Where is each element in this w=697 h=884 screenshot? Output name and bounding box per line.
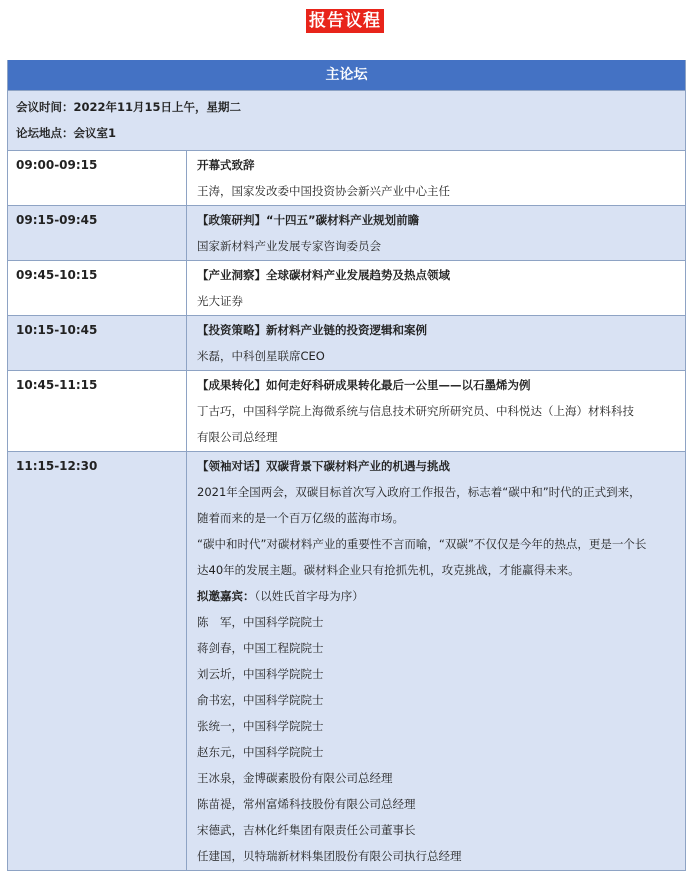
guest-item: 赵东元，中国科学院院士 xyxy=(197,745,324,759)
session-time: 11:15-12:30 xyxy=(8,452,187,870)
guest-item: 俞书宏，中国科学院院士 xyxy=(197,693,324,707)
session-time: 09:15-09:45 xyxy=(8,206,187,260)
session-title: 【成果转化】如何走好科研成果转化最后一公里——以石墨烯为例 xyxy=(197,378,531,392)
guest-item: 宋德武，吉林化纤集团有限责任公司董事长 xyxy=(197,823,416,837)
session-content xyxy=(187,261,685,315)
agenda-row xyxy=(8,151,685,206)
session-description: 随着而来的是一个百万亿级的蓝海市场。 xyxy=(197,511,404,525)
guests-label: 拟邀嘉宾： xyxy=(197,589,255,603)
session-time: 10:15-10:45 xyxy=(8,316,187,370)
session-description: 达40年的发展主题。碳材料企业只有抢抓先机，攻克挑战，才能赢得未来。 xyxy=(197,563,580,577)
page-title: 报告议程 xyxy=(306,9,384,33)
session-description: 2021年全国两会，双碳目标首次写入政府工作报告，标志着“碳中和”时代的正式到来， xyxy=(197,485,641,499)
session-description: “碳中和时代”对碳材料产业的重要性不言而喻，“双碳”不仅仅是今年的热点，更是一个长 xyxy=(197,537,647,551)
agenda-row xyxy=(8,261,685,316)
session-content xyxy=(187,206,685,260)
guest-item: 陈 军，中国科学院院士 xyxy=(197,615,324,629)
session-time: 09:00-09:15 xyxy=(8,151,187,205)
agenda-row xyxy=(8,371,685,452)
session-title: 【投资策略】新材料产业链的投资逻辑和案例 xyxy=(197,323,427,337)
session-title: 【政策研判】“十四五”碳材料产业规划前瞻 xyxy=(197,213,420,227)
agenda-row xyxy=(8,206,685,261)
meeting-venue: 论坛地点：会议室1 xyxy=(16,126,117,140)
session-content xyxy=(187,151,685,205)
agenda-row xyxy=(8,452,685,870)
session-speaker-cont: 有限公司总经理 xyxy=(197,430,278,444)
session-speaker: 王涛，国家发改委中国投资协会新兴产业中心主任 xyxy=(197,184,450,198)
session-time: 10:45-11:15 xyxy=(8,371,187,451)
guest-item: 陈苗禔，常州富烯科技股份有限公司总经理 xyxy=(197,797,416,811)
session-speaker: 光大证券 xyxy=(197,294,243,308)
session-speaker: 丁古巧，中国科学院上海微系统与信息技术研究所研究员、中科悦达（上海）材料科技 xyxy=(197,404,634,418)
title-area xyxy=(0,0,697,60)
session-content xyxy=(187,371,685,451)
session-time: 09:45-10:15 xyxy=(8,261,187,315)
session-speaker: 米磊，中科创星联席CEO xyxy=(197,349,325,363)
agenda-row xyxy=(8,316,685,371)
session-content xyxy=(187,452,685,870)
session-content xyxy=(187,316,685,370)
guest-item: 张统一，中国科学院院士 xyxy=(197,719,324,733)
forum-meta xyxy=(8,91,685,151)
session-title: 开幕式致辞 xyxy=(197,158,255,172)
guests-heading xyxy=(197,583,677,609)
agenda-table xyxy=(7,60,686,871)
guest-item: 刘云圻，中国科学院院士 xyxy=(197,667,324,681)
forum-header: 主论坛 xyxy=(8,60,685,91)
guests-note: （以姓氏首字母为序） xyxy=(254,589,364,603)
guest-item: 任建国，贝特瑞新材料集团股份有限公司执行总经理 xyxy=(197,849,462,863)
session-title: 【产业洞察】全球碳材料产业发展趋势及热点领域 xyxy=(197,268,450,282)
guest-item: 蒋剑春，中国工程院院士 xyxy=(197,641,324,655)
guest-item: 王冰泉，金博碳素股份有限公司总经理 xyxy=(197,771,393,785)
session-title: 【领袖对话】双碳背景下碳材料产业的机遇与挑战 xyxy=(197,459,450,473)
meeting-time: 会议时间：2022年11月15日上午，星期二 xyxy=(16,100,242,114)
session-speaker: 国家新材料产业发展专家咨询委员会 xyxy=(197,239,381,253)
